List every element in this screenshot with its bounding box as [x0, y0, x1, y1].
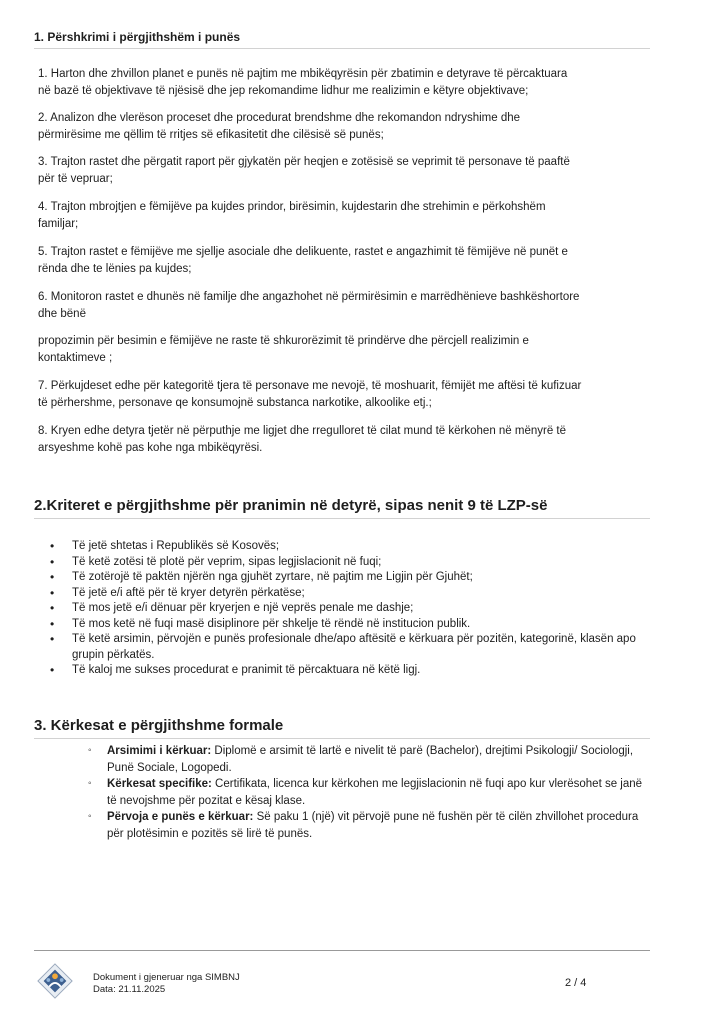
footer-date: Data: 21.11.2025	[93, 984, 166, 995]
list-item: • Të ketë arsimin, përvojën e punës profesionale dhe/apo aftësitë e kërkuara për pozitën, kategorinë, klasën apo grupin përkatës.	[34, 632, 650, 663]
duty-item	[38, 110, 618, 143]
footer-info	[93, 972, 240, 996]
duty-line: 2. Analizon dhe vlerëson proceset dhe procedurat brendshme dhe rekomandon ndryshime dhe	[38, 112, 521, 124]
footer-divider	[34, 950, 650, 951]
duty-line: kontaktimeve ;	[38, 351, 113, 364]
list-item: • Të mos ketë në fuqi masë disiplinore për shkelje të rëndë në institucion publik.	[34, 617, 650, 633]
section-title: 1. Përshkrimi i përgjithshëm i punës	[34, 30, 650, 49]
requirements-list	[34, 743, 650, 842]
requirement-text: Diplomë e arsimit të lartë e nivelit të parë (Bachelor), drejtimi Psikologji/ Sociologji, Punë Sociale, Logopedi.	[107, 745, 634, 774]
duty-line: arsyeshme kohë pas kohe nga mbikëqyrësi.	[38, 441, 263, 454]
duty-line: 6. Monitoron rastet e dhunës në familje dhe angazhohet në përmirësimin e marrëdhënieve bashkëshortore	[38, 291, 580, 303]
simbnj-logo-icon	[36, 962, 74, 1000]
requirement-text: Së paku 1 (një) vit përvojë pune në fushën për të cilën zhvillohet procedura për plotësimin e pozitës së lirë të punës.	[107, 811, 639, 840]
duty-line: 8. Kryen edhe detyra tjetër në përputhje me ligjet dhe rregulloret të cilat mund të kërkohen në mënyrë të	[38, 425, 567, 437]
list-item: • Të ketë zotësi të plotë për veprim, sipas legjislacionit në fuqi;	[34, 555, 650, 571]
duty-line: dhe bënë	[38, 307, 86, 320]
section-title: 3. Kërkesat e përgjithshme formale	[34, 717, 650, 739]
list-item	[34, 743, 650, 776]
duty-item	[38, 199, 618, 232]
circle-bullet-icon: ◦	[88, 811, 92, 822]
circle-bullet-icon: ◦	[88, 745, 92, 756]
list-item: • Të mos jetë e/i dënuar për kryerjen e një veprës penale me dashje;	[34, 601, 650, 617]
duty-line: përmirësime me qëllim të rritjes së efikasitetit dhe cilësisë së punës;	[38, 128, 384, 141]
duty-line: 3. Trajton rastet dhe përgatit raport për gjykatën për heqjen e zotësisë se veprimit të personave të paaftë	[38, 156, 570, 168]
list-item: • Të kaloj me sukses procedurat e pranimit të përcaktuara në këtë ligj.	[34, 663, 650, 679]
duty-line: familjar;	[38, 217, 79, 230]
requirement-label: Arsimimi i kërkuar:	[107, 745, 212, 757]
footer-generated: Dokument i gjeneruar nga SIMBNJ	[93, 972, 240, 983]
list-item: • Të jetë shtetas i Republikës së Kosovës;	[34, 539, 650, 555]
duty-line: 4. Trajton mbrojtjen e fëmijëve pa kujdes prindor, birësimin, kujdestarin dhe strehimin e përkohshëm	[38, 201, 546, 213]
page-number: 2 / 4	[565, 977, 587, 989]
duty-item	[38, 66, 618, 99]
section-title: 2.Kriteret e përgjithshme për pranimin në detyrë, sipas nenit 9 të LZP-së	[34, 497, 650, 519]
list-item	[34, 776, 650, 809]
duty-line: për të vepruar;	[38, 172, 113, 185]
duty-line: 7. Përkujdeset edhe për kategoritë tjera të personave me nevojë, të moshuarit, fëmijët me aftësi të kufizuar	[38, 380, 582, 392]
duty-item	[38, 423, 618, 456]
duty-line: 5. Trajton rastet e fëmijëve me sjellje asociale dhe delikuente, rastet e angazhimit të fëmijëve në punët e	[38, 246, 568, 258]
section-general-criteria	[34, 497, 650, 679]
section-job-description	[34, 30, 650, 49]
section-formal-requirements	[34, 717, 650, 842]
list-item: • Të jetë e/i aftë për të kryer detyrën përkatëse;	[34, 586, 650, 602]
duty-line: 1. Harton dhe zhvillon planet e punës në pajtim me mbikëqyrësin për zbatimin e detyrave të përcaktuara	[38, 68, 568, 80]
duty-line: propozimin për besimin e fëmijëve ne raste të shkurorëzimit të prindërve dhe përcjell realizimin e	[38, 335, 529, 347]
requirement-text: Certifikata, licenca kur kërkohen me legjislacionin në fuqi apo kur vlerësohet se janë të nevojshme për pozitat e kësaj klase.	[107, 778, 643, 807]
duty-item	[38, 333, 618, 366]
duty-item	[38, 244, 618, 277]
circle-bullet-icon: ◦	[88, 778, 92, 789]
duty-line: rënda dhe te lënies pa kujdes;	[38, 262, 192, 275]
duty-line: të përhershme, personave qe konsumojnë substanca narkotike, alkoolike etj.;	[38, 396, 432, 409]
duty-line: në bazë të objektivave të njësisë dhe jep rekomandime lidhur me realizimin e këtyre objektivave;	[38, 84, 529, 97]
duty-item	[38, 154, 618, 187]
list-item: • Të zotërojë të paktën njërën nga gjuhët zyrtare, në pajtim me Ligjin për Gjuhët;	[34, 570, 650, 586]
requirement-label: Kërkesat specifike:	[107, 778, 212, 790]
list-item	[34, 809, 650, 842]
criteria-list	[34, 539, 650, 679]
requirement-label: Përvoja e punës e kërkuar:	[107, 811, 254, 823]
duty-item	[38, 378, 618, 411]
duty-item	[38, 289, 618, 322]
